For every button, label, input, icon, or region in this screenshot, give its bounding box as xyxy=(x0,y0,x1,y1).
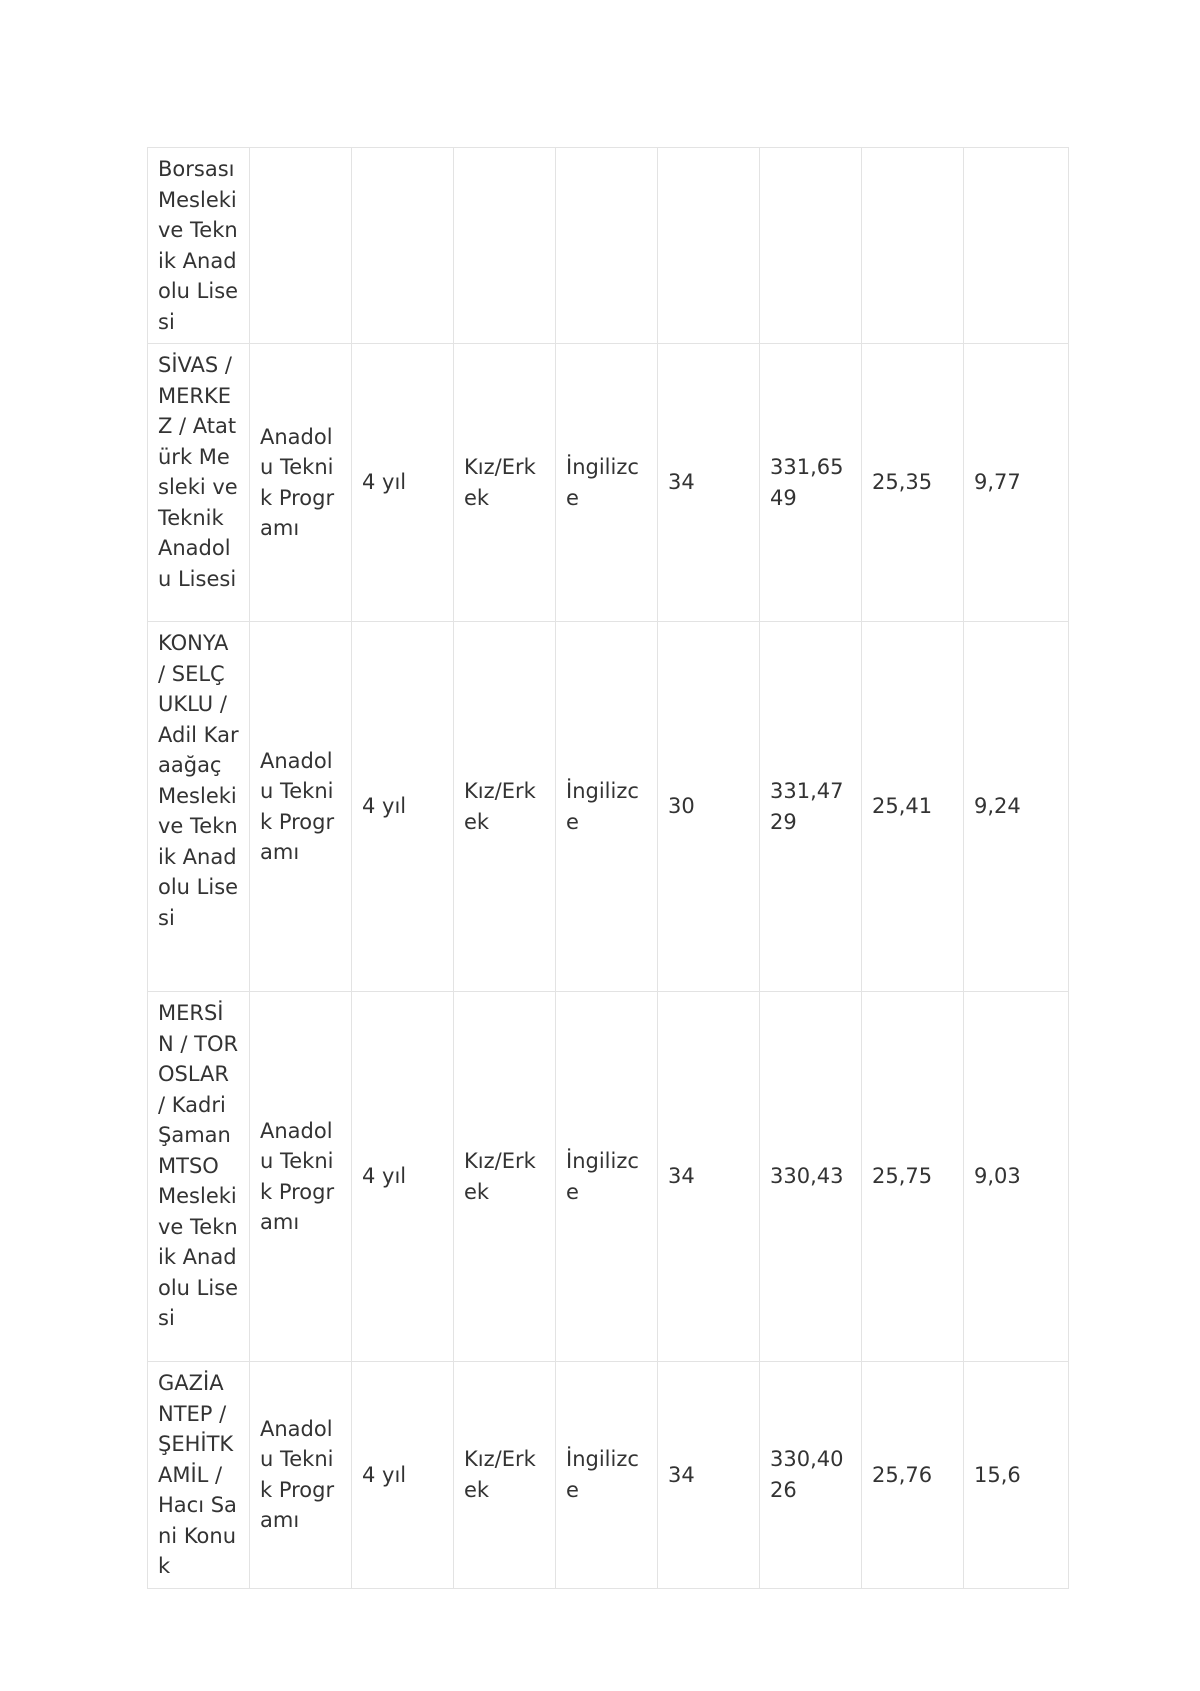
score-cell xyxy=(760,148,862,344)
duration-cell: 4 yıl xyxy=(352,344,454,622)
duration-cell: 4 yıl xyxy=(352,992,454,1362)
language-cell: İngilizce xyxy=(556,622,658,992)
value-cell: 9,03 xyxy=(964,992,1069,1362)
table-row xyxy=(148,1362,1069,1589)
table-row xyxy=(148,622,1069,992)
language-cell: İngilizce xyxy=(556,1362,658,1589)
percentile-cell: 25,75 xyxy=(862,992,964,1362)
value-cell xyxy=(964,148,1069,344)
school-name-cell: KONYA / SELÇUKLU / Adil Karaağaç Mesleki ve Teknik Anadolu Lisesi xyxy=(148,622,250,992)
gender-cell: Kız/Erkek xyxy=(454,992,556,1362)
gender-cell xyxy=(454,148,556,344)
language-cell: İngilizce xyxy=(556,992,658,1362)
percentile-cell: 25,76 xyxy=(862,1362,964,1589)
gender-cell: Kız/Erkek xyxy=(454,1362,556,1589)
table-row xyxy=(148,992,1069,1362)
school-table xyxy=(147,147,1069,1589)
score-cell: 330,43 xyxy=(760,992,862,1362)
quota-cell xyxy=(658,148,760,344)
school-name-cell: GAZİANTEP / ŞEHİTKAMİL / Hacı Sani Konuk xyxy=(148,1362,250,1589)
percentile-cell: 25,41 xyxy=(862,622,964,992)
percentile-cell: 25,35 xyxy=(862,344,964,622)
duration-cell: 4 yıl xyxy=(352,622,454,992)
gender-cell: Kız/Erkek xyxy=(454,344,556,622)
language-cell: İngilizce xyxy=(556,344,658,622)
percentile-cell xyxy=(862,148,964,344)
duration-cell: 4 yıl xyxy=(352,1362,454,1589)
score-cell: 331,4729 xyxy=(760,622,862,992)
program-cell: Anadolu Teknik Programı xyxy=(250,992,352,1362)
school-name-cell: SİVAS / MERKEZ / Atatürk Mesleki ve Teknik Anadolu Lisesi xyxy=(148,344,250,622)
program-cell: Anadolu Teknik Programı xyxy=(250,1362,352,1589)
table-row xyxy=(148,344,1069,622)
program-cell: Anadolu Teknik Programı xyxy=(250,344,352,622)
quota-cell: 34 xyxy=(658,344,760,622)
program-cell xyxy=(250,148,352,344)
language-cell xyxy=(556,148,658,344)
program-cell: Anadolu Teknik Programı xyxy=(250,622,352,992)
value-cell: 15,6 xyxy=(964,1362,1069,1589)
quota-cell: 30 xyxy=(658,622,760,992)
quota-cell: 34 xyxy=(658,1362,760,1589)
score-cell: 331,6549 xyxy=(760,344,862,622)
value-cell: 9,77 xyxy=(964,344,1069,622)
value-cell: 9,24 xyxy=(964,622,1069,992)
duration-cell xyxy=(352,148,454,344)
gender-cell: Kız/Erkek xyxy=(454,622,556,992)
school-name-cell: Borsası Mesleki ve Teknik Anadolu Lisesi xyxy=(148,148,250,344)
quota-cell: 34 xyxy=(658,992,760,1362)
table-row xyxy=(148,148,1069,344)
score-cell: 330,4026 xyxy=(760,1362,862,1589)
school-name-cell: MERSİN / TOROSLAR / Kadri Şaman MTSO Mesleki ve Teknik Anadolu Lisesi xyxy=(148,992,250,1362)
